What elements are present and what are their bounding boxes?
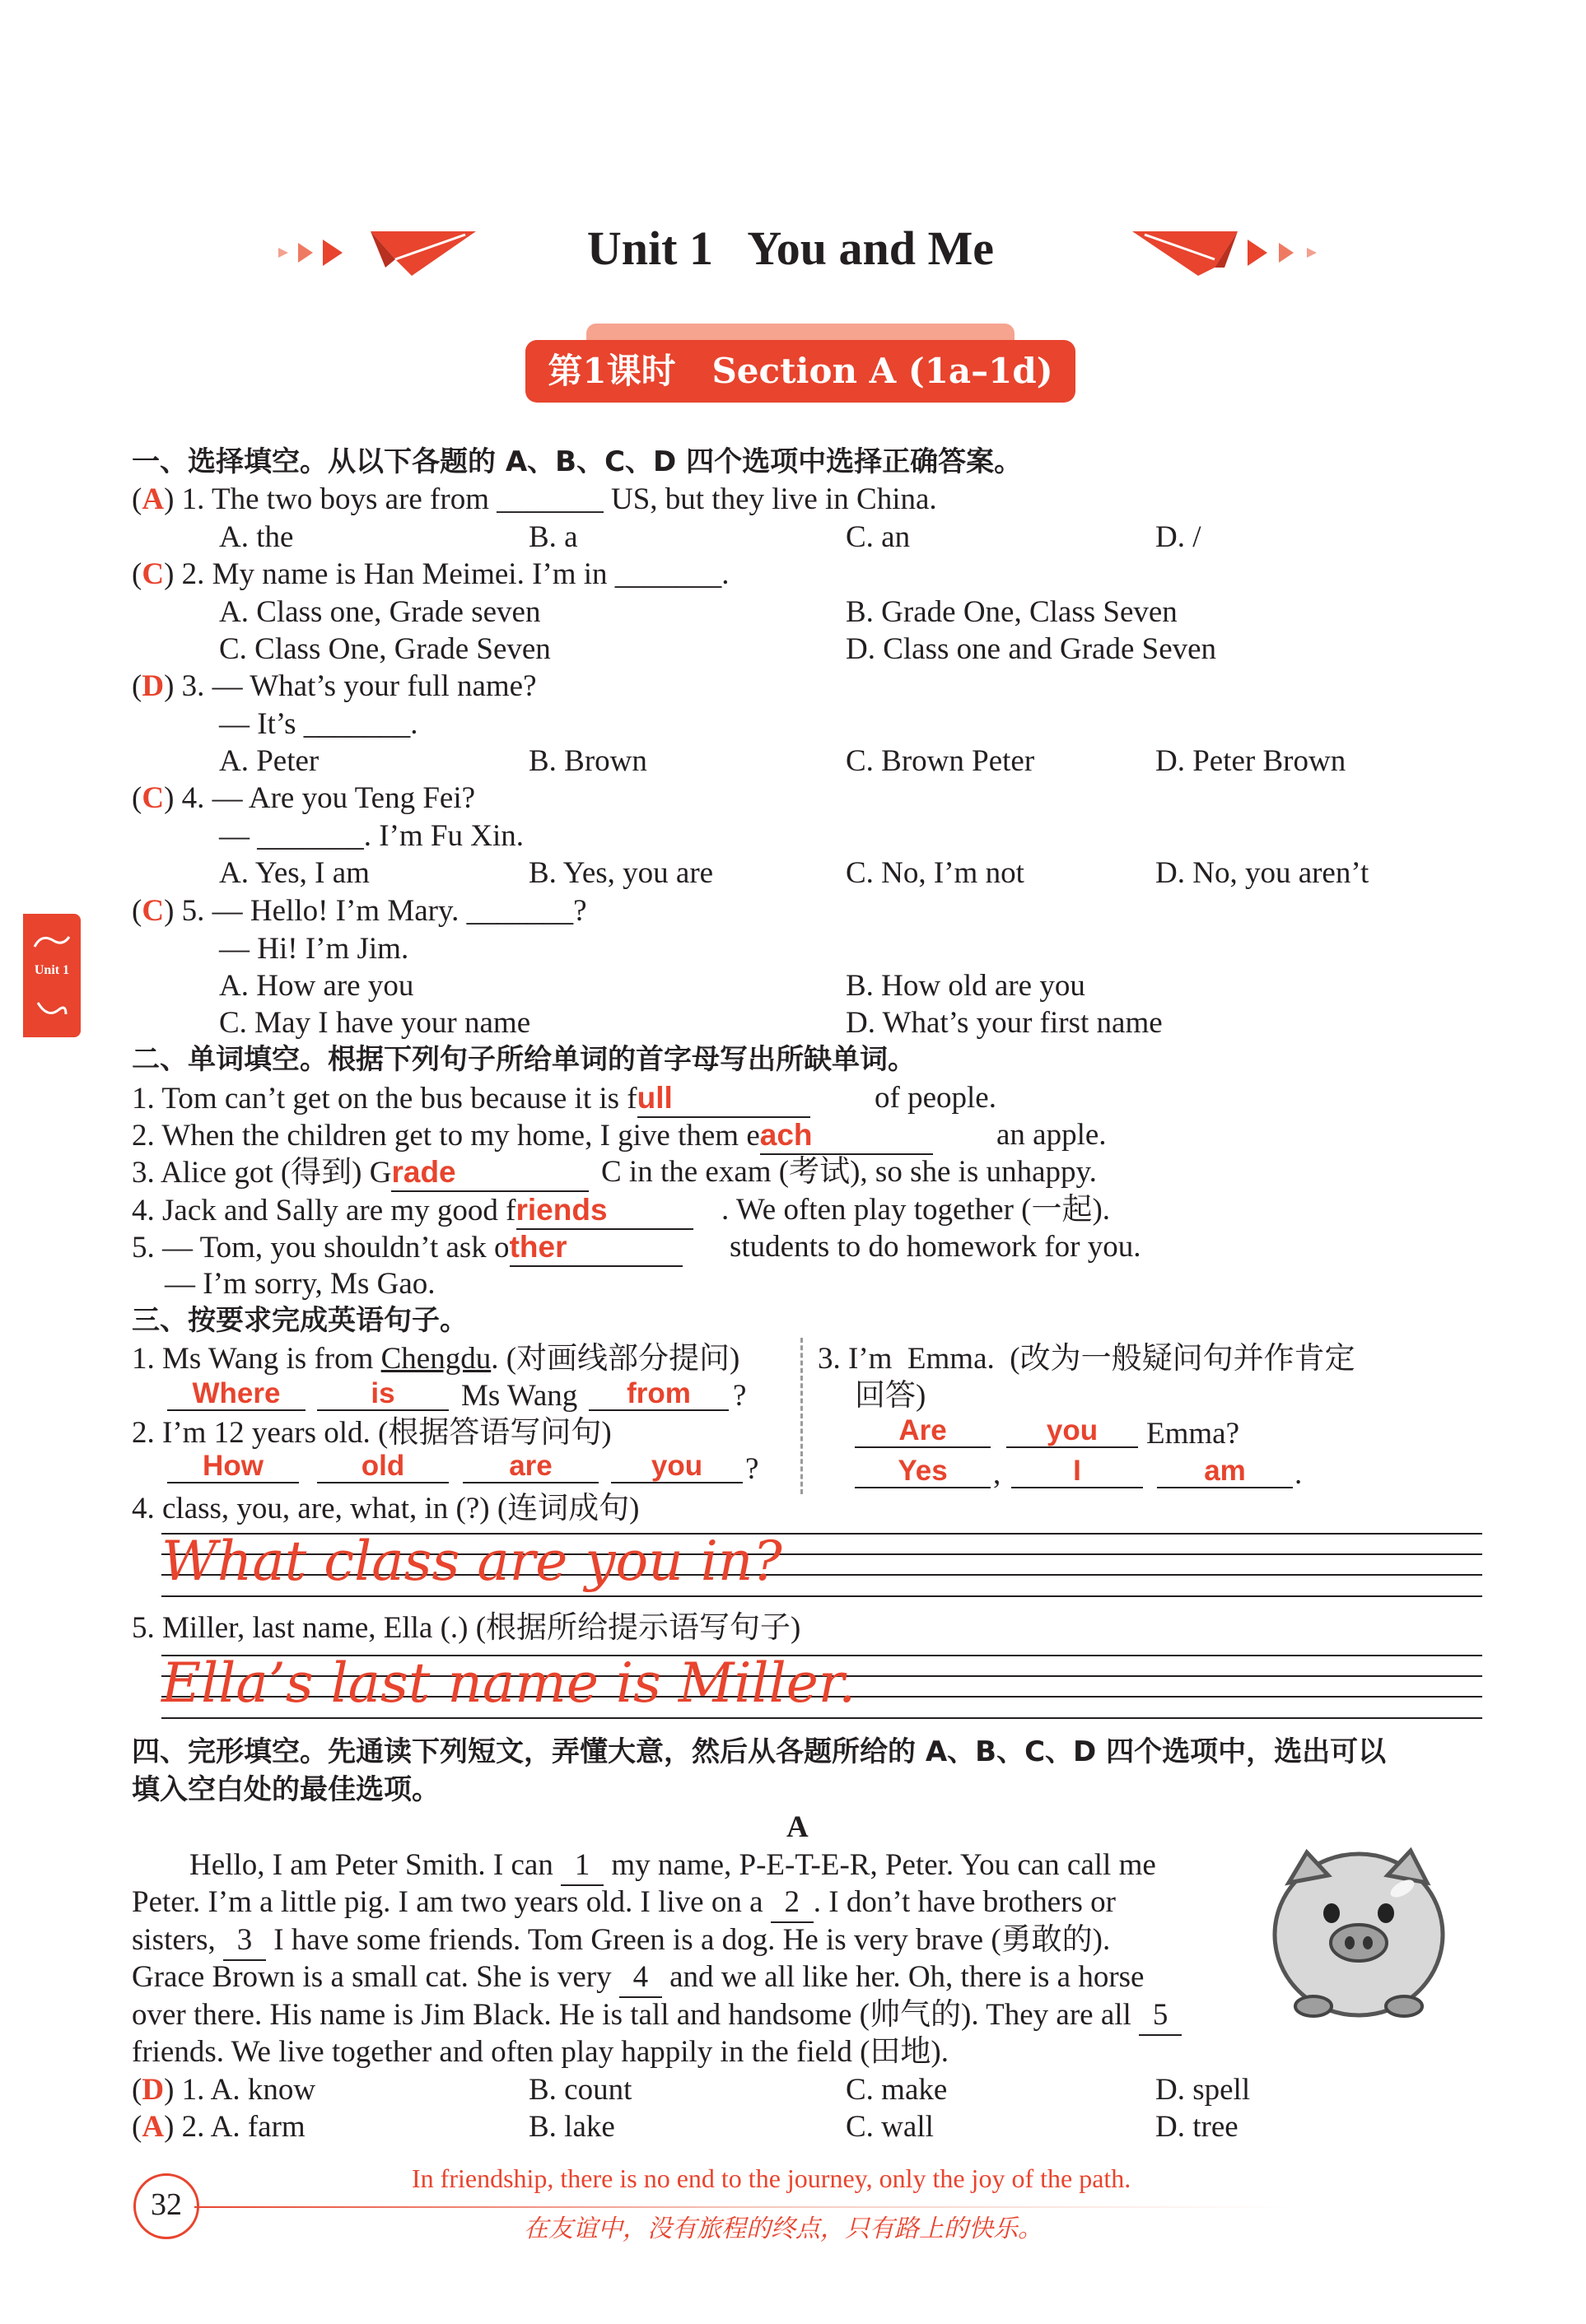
footer-quote-cn: 在友谊中，没有旅程的终点，只有路上的快乐。 <box>524 2215 1043 2243</box>
option-b: B. Brown <box>529 744 647 778</box>
option-d: D. tree <box>1155 2110 1238 2144</box>
word-fill-item-1-end: of people. <box>875 1081 996 1115</box>
swirl-icon-bottom <box>35 996 69 1021</box>
word-fill-item-5-end: students to do homework for you. <box>730 1230 1141 1264</box>
question-2: (C) 2. My name is Han Meimei. I’m in _______. <box>132 557 730 591</box>
word-fill-item-4-end: . We often play together (一起). <box>721 1193 1111 1227</box>
option-b: B. Grade One, Class Seven <box>846 595 1178 629</box>
filled-word: ull <box>637 1079 810 1118</box>
word-fill-item-4: 4. Jack and Sally are my good friends <box>132 1191 693 1230</box>
writing-line <box>161 1595 1482 1597</box>
handwritten-answer-5: Ella’s last name is Miller. <box>161 1651 856 1715</box>
option-b: B. How old are you <box>846 969 1085 1003</box>
filled-word: ach <box>760 1116 933 1155</box>
word-fill-item-2: 2. When the children get to my home, I give them each <box>132 1116 933 1155</box>
answer-fill: How <box>203 1450 264 1482</box>
header-left-decoration <box>272 226 486 284</box>
period: . <box>1294 1457 1303 1491</box>
blank-number: 3 <box>223 1921 266 1961</box>
passage-label: A <box>786 1810 809 1844</box>
rewrite-q3-line2: 回答) <box>855 1379 926 1413</box>
part3-heading: 三、按要求完成英语句子。 <box>132 1304 468 1337</box>
option-d: D. Class one and Grade Seven <box>846 632 1217 666</box>
answer-mark: C <box>142 557 165 591</box>
side-tab-label: Unit 1 <box>34 963 70 977</box>
answer-fill: you <box>651 1450 703 1482</box>
rewrite-q1: 1. Ms Wang is from Chengdu. (对画线部分提问) <box>132 1342 740 1376</box>
answer-fill: you <box>1046 1414 1099 1446</box>
answer-fill: old <box>361 1450 405 1482</box>
pig-illustration <box>1264 1837 1453 2027</box>
question-stem: 4. — Are you Teng Fei? <box>181 781 476 815</box>
header-right-decoration <box>1124 226 1338 284</box>
question-5: (C) 5. — Hello! I’m Mary. _______? <box>132 894 587 928</box>
passage-line-2: Peter. I’m a little pig. I am two years old. I live on a 2 . I don’t have brothers or <box>132 1884 1116 1923</box>
answer-mark: D <box>142 669 165 703</box>
answer-fill: Yes <box>898 1455 948 1487</box>
page-title: Unit 1 You and Me <box>586 221 995 275</box>
answer-fill: Are <box>898 1414 947 1446</box>
rewrite-q3-mid: Emma? <box>1146 1417 1240 1451</box>
part4-heading: 四、完形填空。先通读下列短文，弄懂大意，然后从各题所给的 A、B、C、D 四个选项中，选出可以 <box>132 1735 1387 1768</box>
word-fill-item-3-end: C in the exam (考试), so she is unhappy. <box>601 1155 1097 1189</box>
blank-number: 1 <box>561 1847 604 1886</box>
question-5-line2: — Hi! I’m Jim. <box>219 932 409 966</box>
option-a: A. Yes, I am <box>219 856 370 890</box>
passage-line-1: Hello, I am Peter Smith. I can 1 my name, P-E-T-E-R, Peter. You can call me <box>189 1847 1156 1886</box>
question-stem: 2. My name is Han Meimei. I’m in _______. <box>181 557 730 591</box>
passage-line-4: Grace Brown is a small cat. She is very 4 and we all like her. Oh, there is a horse <box>132 1958 1144 1998</box>
option-a: A. the <box>219 520 294 554</box>
word-fill-item-3: 3. Alice got (得到) Grade <box>132 1153 589 1192</box>
part1-heading: 一、选择填空。从以下各题的 A、B、C、D 四个选项中选择正确答案。 <box>132 445 1023 478</box>
question-stem: 3. — What’s your full name? <box>181 669 537 703</box>
swirl-icon <box>30 930 74 955</box>
option-b: B. lake <box>529 2110 615 2144</box>
column-divider <box>800 1338 803 1494</box>
option-b: B. count <box>529 2073 632 2107</box>
answer-fill: is <box>371 1377 395 1409</box>
option-b: B. Yes, you are <box>529 856 714 890</box>
option-d: D. Peter Brown <box>1155 744 1346 778</box>
answer-fill: I <box>1073 1455 1081 1487</box>
page-number: 32 <box>151 2187 182 2222</box>
option-a: A. Class one, Grade seven <box>219 595 541 629</box>
footer-line <box>194 2206 1290 2208</box>
filled-word: riends <box>516 1191 693 1230</box>
question-4-line2: — _______. I’m Fu Xin. <box>219 819 524 853</box>
blank-number: 4 <box>619 1958 662 1998</box>
passage-line-5: over there. His name is Jim Black. He is tall and handsome (帅气的). They are all 5 <box>132 1996 1182 2036</box>
question-3: (D) 3. — What’s your full name? <box>132 669 537 703</box>
rewrite-q1-mid: Ms Wang <box>461 1379 578 1413</box>
passage-line-3: sisters, 3 I have some friends. Tom Green is a dog. He is very brave (勇敢的). <box>132 1921 1110 1961</box>
question-stem: 1. The two boys are from _______ US, but they live in China. <box>181 482 937 516</box>
unit-side-tab <box>23 914 81 1037</box>
handwritten-answer-4: What class are you in? <box>161 1530 782 1593</box>
lesson-badge: 第1课时 Section A (1a–1d) <box>525 340 1075 403</box>
answer-fill: am <box>1204 1455 1246 1487</box>
option-d: D. spell <box>1155 2073 1251 2107</box>
option-c: C. make <box>846 2073 948 2107</box>
answer-mark: C <box>142 781 165 815</box>
option-a: A. How are you <box>219 969 414 1003</box>
writing-line <box>161 1717 1482 1719</box>
answer-mark: A <box>142 2110 165 2144</box>
option-c: C. No, I’m not <box>846 856 1024 890</box>
rewrite-q5: 5. Miller, last name, Ella (.) (根据所给提示语写句子) <box>132 1611 801 1645</box>
filled-word: rade <box>391 1153 589 1192</box>
option-c: C. wall <box>846 2110 934 2144</box>
part2-heading: 二、单词填空。根据下列句子所给单词的首字母写出所缺单词。 <box>132 1043 916 1076</box>
rewrite-q4: 4. class, you, are, what, in (?) (连词成句) <box>132 1492 640 1525</box>
word-fill-item-5-reply: — I’m sorry, Ms Gao. <box>165 1267 436 1301</box>
rewrite-q2-end: ? <box>745 1452 759 1486</box>
question-1: (A) 1. The two boys are from _______ US, but they live in China. <box>132 482 937 516</box>
option-b: B. a <box>529 520 578 554</box>
cloze-question-1: (D) 1. A. know <box>132 2073 316 2107</box>
rewrite-q3: 3. I’m Emma. (改为一般疑问句并作肯定 <box>818 1342 1355 1376</box>
answer-mark: C <box>142 894 165 928</box>
option-d: D. / <box>1155 520 1201 554</box>
part4-heading-line2: 填入空白处的最佳选项。 <box>132 1773 440 1806</box>
blank-number: 2 <box>771 1884 814 1923</box>
comma: , <box>993 1457 1001 1491</box>
option-c: C. Brown Peter <box>846 744 1035 778</box>
question-4: (C) 4. — Are you Teng Fei? <box>132 781 476 815</box>
question-stem: 5. — Hello! I’m Mary. _______? <box>181 894 587 928</box>
word-fill-item-1: 1. Tom can’t get on the bus because it is full <box>132 1079 810 1118</box>
answer-fill: are <box>509 1450 553 1482</box>
answer-mark: D <box>142 2073 165 2107</box>
answer-fill: from <box>627 1377 691 1409</box>
footer-quote-en: In friendship, there is no end to the journey, only the joy of the path. <box>412 2163 1131 2193</box>
option-c: C. Class One, Grade Seven <box>219 632 551 666</box>
option-c: C. an <box>846 520 911 554</box>
word-fill-item-2-end: an apple. <box>996 1118 1107 1152</box>
rewrite-q2: 2. I’m 12 years old. (根据答语写问句) <box>132 1416 612 1450</box>
rewrite-q1-end: ? <box>733 1379 747 1413</box>
underlined-word: Chengdu <box>380 1342 492 1376</box>
filled-word: ther <box>510 1228 683 1267</box>
question-3-line2: — It’s _______. <box>219 707 418 741</box>
blank-number: 5 <box>1139 1996 1182 2036</box>
cloze-question-2: (A) 2. A. farm <box>132 2110 306 2144</box>
word-fill-item-5: 5. — Tom, you shouldn’t ask other <box>132 1228 683 1267</box>
answer-mark: A <box>142 482 165 516</box>
passage-line-6: friends. We live together and often play happily in the field (田地). <box>132 2035 949 2069</box>
option-d: D. What’s your first name <box>846 1006 1163 1040</box>
answer-fill: Where <box>192 1377 281 1409</box>
option-a: A. Peter <box>219 744 320 778</box>
option-c: C. May I have your name <box>219 1006 531 1040</box>
option-d: D. No, you aren’t <box>1155 856 1369 890</box>
